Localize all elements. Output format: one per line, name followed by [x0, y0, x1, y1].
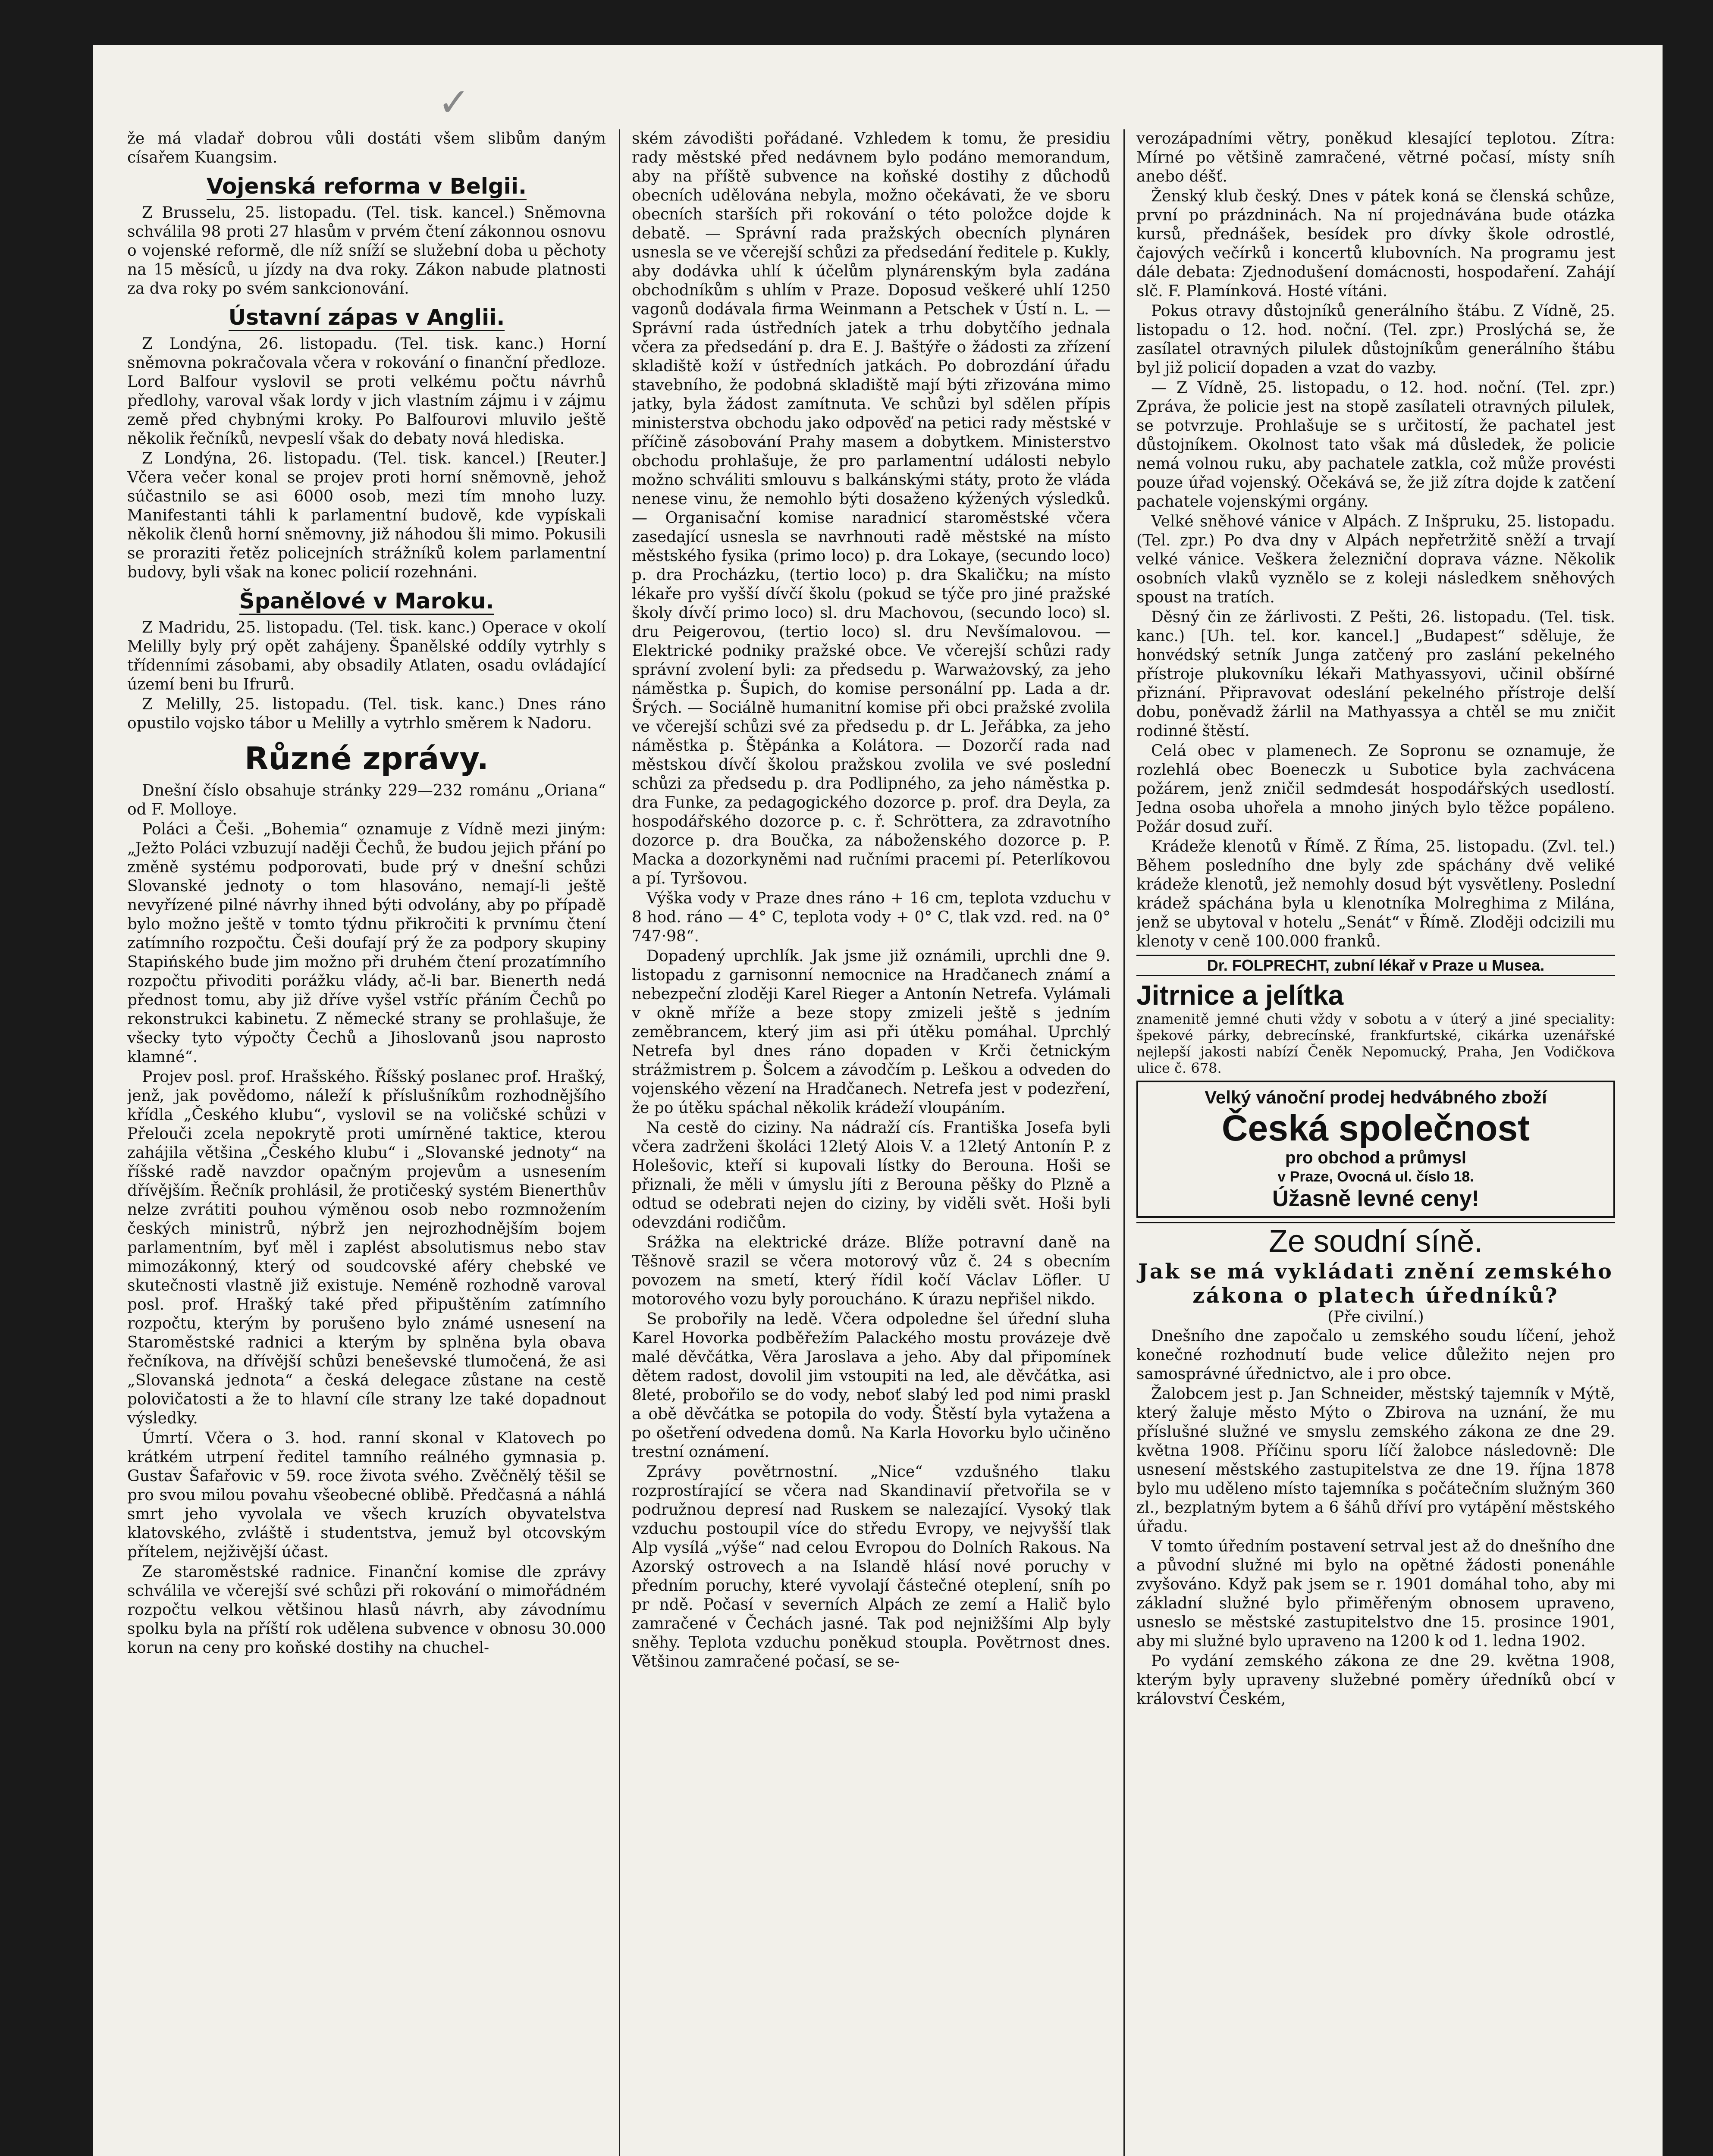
column-1 [127, 129, 606, 2156]
ad-ceska-spolecnost: Velký vánoční prodej hedvábného zboží Česká společnost pro obchod a průmysl v Praze, Ovocná ul. číslo 18. Úžasně levné ceny! [1136, 1081, 1615, 1218]
column-3 [1136, 129, 1615, 2156]
column-rule [1123, 129, 1125, 2156]
article-snih: Velké sněhové vánice v Alpách. Z Inšpruku, 25. listopadu. (Tel. zpr.) Po dva dny v Alpách nepřetržitě sněží a trvají velké vánice. Veškera železniční doprava vázne. Několik osobních vlaků vyznělo se z koleji následkem sněhových spoust na tratích. [1136, 513, 1615, 606]
article-umrti: Úmrtí. Včera o 3. hod. ranní skonal v Klatovech po krátkém utrpení ředitel tamního reálného gymnasia p. Gustav Šafařovic v 59. roce života svého. Zvěčnělý těšil se pro svou milou povahu všeobecné oblibě. Předčasná a náhlá smrt jeho vyvolala ve všech kruzích obyvatelstva klatovského, zvláště i studentstva, jemuž byl otcovským přítelem, nejživější účast. [127, 1429, 606, 1561]
article-rim: Krádeže klenotů v Římě. Z Říma, 25. listopadu. (Zvl. tel.) Během posledního dne byly zde spáchány dvě veliké krádeže klenotů, jež nemohly dosud být vysvětleny. Poslední krádež spáchána byla u klenotníka Molreghima z Milána, jenž se ubytoval v hotelu „Senát“ v Římě. Zloději odcizili mu klenoty v ceně 100.000 franků. [1136, 838, 1615, 950]
article-continued: ském závodišti pořádané. Vzhledem k tomu, že presidiu rady městské před nedávnem bylo podáno memorandum, aby na příště subvence na koňské dostihy z důchodů obecních udělována nebyla, možno očekávati, že ve sboru obecních starších při rokování o této položce dojde k debatě. — Správní rada pražských obecních plynáren usnesla se ve včerejší schůzi za předsedání ředitele p. Kukly, aby dodávka uhlí k účelům plynárenským byla zadána obchodníkům s uhlím v Praze. Doposud veškeré uhlí 1250 vagonů dodávala firma Weinmann a Petschek v Ústí n. L. — Správní rada ústředních jatek a trhu dobytčího jednala včera za předsedání p. dra E. J. Baštýře o žádosti za zřízení skladiště koží v ústředních jatkách. Po dobrozdání úřadu stavebního, že podobná skladiště mají býti zřizována mimo jatky, byla žádost zamítnuta. Ve schůzi byl sdělen přípis ministerstva obchodu jako odpověď na petici rady městské v příčině zásobování Prahy masem a dobytkem. Ministerstvo obchodu prohlašuje, že pro parlamentní události nebylo možno schváliti smlouvu s balkánskými státy, proto že vláda nenese vinu, že nemohlo býti dosaženo kýžených výsledků. — Organisační komise naradnicí staroměstské včera zasedající usnesla se navrhnouti radě městské na místo městského fysika (primo loco) p. dra Lokaye, (secundo loco) p. dra Procházku, (tertio loco) p. dra Skaličku; na místo lékaře pro vyšší dívčí školu (pokud se týče pro jiné pražské školy dívčí primo loco) sl. dru Machovou, (secundo loco) sl. dru Peigerovou, (tertio loco) sl. dru Nevšímalovou. — Elektrické podniky pražské obce. Ve včerejší schůzi rady správní zvolení byli: za předsedu p. Warważovský, za jeho náměstka p. Šupich, do komise personální pp. Lada a dr. Šrých. — Sociálně humanitní komise při obci pražské zvolila ve včerejší schůzi své za předsedu p. dr L. Jeřábka, za jeho náměstka p. Štěpánka a Kolátora. — Dozorčí rada nad městskou dívčí školou pražskou zvolila ve své poslední schůzi za předsedu p. dra Podlipného, za jeho náměstka p. dra Funke, za pedagogického dozorce p. prof. dra Deyla, za hospodářského dozorce p. c. ř. Schröttera, za zdravotního dozorce p. dra Boučka, za náboženského dozorce p. P. Macka a dozorkyněmi nad ručními pracemi pí. Peterlíkovou a pí. Tyršovou. [632, 130, 1111, 887]
article-anglie-2: Z Londýna, 26. listopadu. (Tel. tisk. kancel.) [Reuter.] Včera večer konal se projev proti horní sněmovně, jehož súčastnilo se asi 6000 osob, mezi tím mnoho luzy. Manifestanti táhli k parlamentní budově, kde vypískali několik členů horní sněmovny, již náhodou šli mimo. Pokusili se proraziti řetěz policejních strážníků kolem parlamentní budovy, byli však na konec policií rozehnáni. [127, 450, 606, 581]
page-content [127, 129, 1624, 2156]
article-cesta: Na cestě do ciziny. Na nádraží cís. Františka Josefa byli včera zadrženi školáci 12letý Alois V. a 12letý Antonín P. z Holešovic, kteří si kupovali lístky do Berouna. Hoši se přiznali, že měli v úmyslu jíti z Berouna pěšky do Plzně a odtud se odebrati nejen do ciziny, by viděli svět. Hoši byli odevzdáni rodičům. [632, 1119, 1111, 1232]
article-otrava-1: Pokus otravy důstojníků generálního štábu. Z Vídně, 25. listopadu o 12. hod. noční. (Tel. zpr.) Proslýchá se, že zasílatel otravných pilulek důstojníkům generálního štábu byl již policií dopaden a vzat do vazby. [1136, 302, 1615, 377]
article-soud-1: Dnešního dne započalo u zemského soudu líčení, jehož konečné rozhodnutí bude velice důležito nejen pro samosprávné úřednictvo, ale i pro obce. [1136, 1327, 1615, 1383]
article-pocasi-cont: verozápadními větry, poněkud klesající teplotou. Zítra: Mírné po většině zamračené, větrné počasí, místy sníh anebo déšť. [1136, 130, 1615, 185]
column-2 [632, 129, 1111, 2156]
headline-maroko: Španělové v Maroku. [127, 588, 606, 614]
article-novel-note: Dnešní číslo obsahuje stránky 229—232 románu „Oriana“ od F. Molloye. [127, 782, 606, 818]
newspaper-page [93, 45, 1663, 2156]
article-maroko-2: Z Melilly, 25. listopadu. (Tel. tisk. kanc.) Dnes ráno opustilo vojsko tábor u Melilly a vytrhlo směrem k Nadoru. [127, 696, 606, 732]
article-soud-2: Žalobcem jest p. Jan Schneider, městský tajemník v Mýtě, který žaluje město Mýto o Zbirova na uznání, že mu příslušné služné ve smyslu zemského zákona ze dne 29. května 1908. Příčinu sporu líčí žalobce následovně: Dle usnesení městského zastupitelstva ze dne 19. října 1878 bylo mu uděleno místo tajemníka s počátečním služným 360 zl., bezplatným bytem a 6 šáhů dříví pro vytápění městského úřadu. [1136, 1385, 1615, 1536]
ad-folprecht: Dr. FOLPRECHT, zubní lékař v Praze u Musea. [1136, 955, 1615, 976]
article-zarlivost: Děsný čin ze žárlivosti. Z Pešti, 26. listopadu. (Tel. tisk. kanc.) [Uh. tel. kor. kancel.] „Budapest“ sděluje, že honvédský setník Junga zatčený pro zaslání pekelného přístroje plukovníku lékaři Mathyassyovi, učinil obšírné přiznání. Připravovat odeslání pekelného přístroje delší dobu, poněvadž žárlil na Mathyassya a chtěl se mu zničit rodinné štěstí. [1136, 608, 1615, 740]
article-zensky-klub: Ženský klub český. Dnes v pátek koná se členská schůze, první po prázdninách. Na ní projednávána bude otázka kursů, přednášek, besídek pro dívky škole odrostlé, čajových večírků i koncertů klubovních. Na programu jest dále debata: Zjednodušení domácnosti, hospodaření. Zahájí slč. F. Plamínková. Hosté vítáni. [1136, 188, 1615, 300]
article-radnice: Ze staroměstské radnice. Finanční komise dle zprávy schválila ve včerejší své schůzi při rokování o mimořádném rozpočtu velkou většinou hlasů návrh, aby závodnímu spolku byla na příští rok udělena subvence v obnosu 30.000 korun na ceny pro koňské dostihy na chuchel- [127, 1563, 606, 1657]
article-hrasky: Projev posl. prof. Hrašského. Říšský poslanec prof. Hrašký, jenž, jak povědomo, náleží k příslušníkům rozhodnějšího křídla „Českého klubu“, vyslovil se na voličské schůzi v Přelouči zcela nepokrytě proti umírněné taktice, kterou zahájila většina „Českého klubu“ i „Slovanské jednoty“ na říšské radě navzdor opačným projevům a usnesením dřívějším. Řečník prohlásil, že protičeský systém Bienerthův nelze zvrátiti pouhou výměnou osob nebo rozmnožením českých ministrů, nýbrž jen nejrozhodnějším bojem parlamentním, byť měl i zaplést absolutismus nebo stav mimozákonný, který od soudcovské aféry chebské ve skutečnosti vlastně již existuje. Neméně rozhodně varoval posl. prof. Hrašký také před připuštěním zatímního rozpočtu, kterým by porušeno bylo známé usnesení na Staroměstské radnici a kterým by splněna byla obava řečníkova, na dřívější schůzi beneševské tlumočená, že asi „Slovanská jednota“ a česká delegace zůstane na cestě polovičatosti a že to hlavní cíle strany lze také dopadnout výsledky. [127, 1068, 606, 1427]
article-anglie-1: Z Londýna, 26. listopadu. (Tel. tisk. kanc.) Horní sněmovna pokračovala včera v rokování o finanční předloze. Lord Balfour vyslovil se proti velkému počtu návrhů předlohy, varoval však lordy v jich vlastním zájmu i v zájmu země před chybnými kroky. Po Balfourovi mluvilo ještě několik řečníků, nevpeslí však do debaty nová hlediska. [127, 335, 606, 448]
article-pozar: Celá obec v plamenech. Ze Sopronu se oznamuje, že rozlehlá obec Boeneczk u Subotice byla zachvácena požárem, jenž zničil sedmdesát hospodářských usedlostí. Jedna osoba uhořela a mnoho jiných bylo těžce popáleno. Požár dosud zuří. [1136, 742, 1615, 836]
column-rule [619, 129, 620, 2156]
article-maroko-1: Z Madridu, 25. listopadu. (Tel. tisk. kanc.) Operace v okolí Melilly byly prý opět zahájeny. Španělské oddíly vytrhly s třídenními zásobami, aby obsadily Atlaten, osadu ovládající území beni bu Ifrurů. [127, 619, 606, 693]
article-vyska-vody: Výška vody v Praze dnes ráno + 16 cm, teplota vzduchu v 8 hod. ráno — 4° C, teplota vody + 0° C, tlak vzd. red. na 0° 747·98“. [632, 890, 1111, 945]
headline-anglie: Ústavní zápas v Anglii. [127, 304, 606, 330]
article-belgie: Z Brusselu, 25. listopadu. (Tel. tisk. kancel.) Sněmovna schválila 98 proti 27 hlasům v prvém čtení zákonnou osnovu o vojenské reformě, dle níž sníží se služební doba u pěchoty na 15 měsíců, u jízdy na dva roky. Zákon nabude platnosti za dva roky po svém sankcionování. [127, 204, 606, 298]
headline-belgie: Vojenská reforma v Belgii. [127, 173, 606, 199]
article-polaci: Poláci a Češi. „Bohemia“ oznamuje z Vídně mezi jiným: „Ježto Poláci vzbuzují naději Čechů, že budou jejich přání po změně systému podporovati, bude prý v dnešní schůzi Slovanské jednoty o tom hlasováno, nemají-li ještě nevyřízené pilné návrhy ihned býti odvolány, aby po případě bylo možno ještě v tomto týdnu přikročiti k prvnímu čtení zatímního rozpočtu. Češi doufají prý že za podpory skupiny Stapińského bude jim možno při druhém čtení prozatímního rozpočtu přivoditi porážku vlády, ač-li bar. Bienerth nedá přednost tomu, aby již dříve vyšel vstříc přáním Čechů po rekonstrukci kabinetu. Z německé strany se prohlašuje, že všecky tyto výpočty Čechů a Jihoslovanů jsou naprosto klamné“. [127, 821, 606, 1066]
ad-jitrnice: Jitrnice a jelítka znamenitě jemné chuti vždy v sobotu a v úterý a jiné speciality: špekové párky, debrecínské, frankfurtské, cikárka uzenářské nejlepší jakosti nabízí Čeněk Nepomucký, Praha, Jen Vodičkova ulice č. 678. [1136, 980, 1615, 1076]
headline-soud: Ze soudní síně. [1136, 1222, 1615, 1260]
soud-note: (Pře civilní.) [1327, 1308, 1424, 1326]
subheadline-soud: Jak se má vykládati znění zemského zákona o platech úředníků? [1138, 1260, 1613, 1308]
article-text: že má vladař dobrou vůli dostáti všem slibům daným císařem Kuangsim. [127, 130, 606, 166]
article-srazka: Srážka na elektrické dráze. Blíže potravní daně na Těšnově srazil se včera motorový vůz č. 24 s obecním povozem na smetí, který řídil kočí Václav Löfler. U motorového vozu byly poroucháno. K úrazu nepřišel nikdo. [632, 1234, 1111, 1308]
pencil-mark: ✓ [438, 80, 471, 125]
article-otrava-2: — Z Vídně, 25. listopadu, o 12. hod. noční. (Tel. zpr.) Zpráva, že policie jest na stopě zasílateli otravných pilulek, se potvrzuje. Prohlašuje se s určitostí, že pachatel jest důstojníkem. Okolnost tato však má důsledek, že policie nemá volnou ruku, aby pachatele zatkla, což může provésti pouze úřad vojenský. Očekává se, že již zítra dojde k zatčení pachatele vojenskými orgány. [1136, 379, 1615, 511]
section-title-zpravy: Různé zprávy. [245, 740, 489, 777]
article-led: Se probořily na ledě. Včera odpoledne šel úřední sluha Karel Hovorka podběřežím Palackého mostu provázeje dvě malé děvčátka, Věra Jaroslava a jeho. Aby dal připomínek dětem radost, dovolil jim vstoupiti na led, ale děvčátka, asi 8leté, probořilo se do vody, neboť slabý led pod nimi praskl a obě děvčátka se potopila do vody. Štěstí byla vytažena a po ošetření odvedena domů. Na Karla Hovorku bylo učiněno trestní oznámení. [632, 1310, 1111, 1461]
article-uprchlik: Dopadený uprchlík. Jak jsme již oznámili, uprchli dne 9. listopadu z garnisonní nemocnice na Hradčanech známí a nebezpeční zloději Karel Rieger a Antonín Netrefa. Vylámali v okně mříže a beze stopy zmizeli ještě s jedním zeměbrancem, který jim asi při útěku pomáhal. Uprchlý Netrefa byl dnes ráno dopaden v Krči četnickým strážmistrem p. Šolcem a závodčím p. Leškou a odveden do vojenského vězení na Hradčanech. Netrefa jest v podezření, že po útěku spáchal několik krádeží vloupáním. [632, 947, 1111, 1117]
article-pocasi: Zprávy povětrnostní. „Nice“ vzdušného tlaku rozprostírající se včera nad Skandinavií přetvořila se v podružnou depresí nad Ruskem se nalezající. Vysoký tlak vzduchu postoupil více do středu Evropy, ve nejvyšší tlak Alp vysílá „výše“ nad celou Evropou do Dolních Rakous. Na Azorský ostrovech a na Islandě hlásí nové poruchy v předním poruchy, které vyvolají částečné oteplení, sníh po pr ndě. Počasí v severních Alpách ze zemí a Halič bylo zamračené v Čechách jasné. Tak pod nejnižšími Alp byly sněhy. Teplota vzduchu poněkud stoupla. Povětrnost dnes. Většinou zamračené počasí, se se- [632, 1463, 1111, 1670]
article-soud-4: Po vydání zemského zákona ze dne 29. května 1908, kterým byly upraveny služebné poměry úředníků obcí v království Českém, [1136, 1652, 1615, 1708]
article-soud-3: V tomto úředním postavení setrval jest až do dnešního dne a původní služné mi bylo na opětné žádosti ponenáhle zvyšováno. Když pak jsem se r. 1901 domáhal toho, aby mi základní služné bylo přiměřeným obnosem upraveno, usneslo se městské zastupitelstvo dne 15. prosince 1901, aby mi služné bylo upraveno na 1200 k od 1. ledna 1902. [1136, 1538, 1615, 1650]
